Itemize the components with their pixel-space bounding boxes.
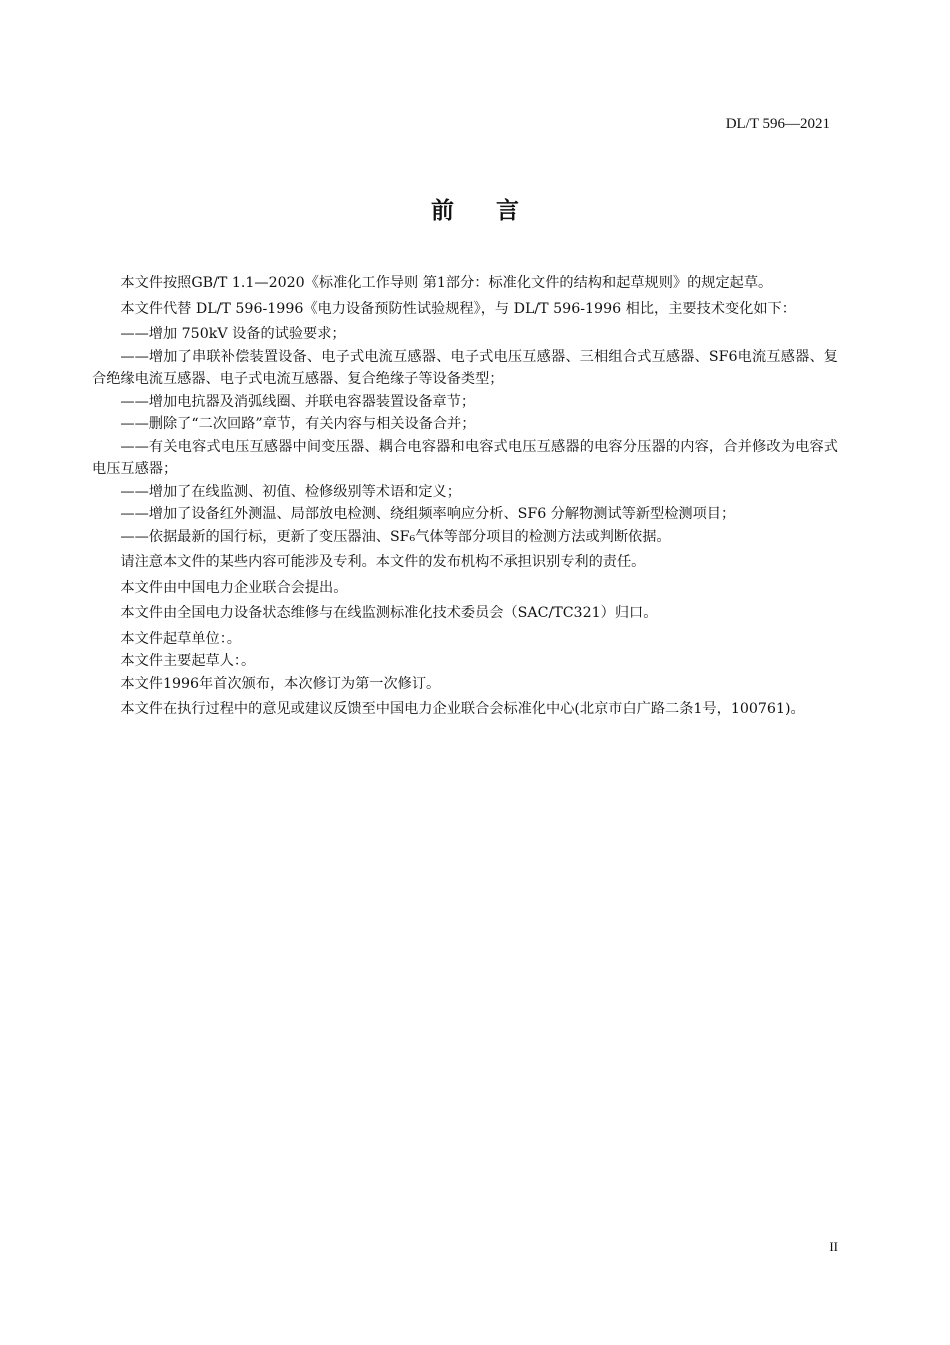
section-title: 前言 [431,198,561,224]
paragraph-feedback: 本文件在执行过程中的意见或建议反馈至中国电力企业联合会标准化中心(北京市白广路二条1号，100761)。 [120,701,805,717]
paragraph-drafting-units: 本文件起草单位：。 [120,630,241,647]
change-item-reactor-chapters: ——增加电抗器及消弧线圈、并联电容器装置设备章节； [120,393,476,410]
change-item-new-tests: ——增加了设备红外测温、局部放电检测、绕组频率响应分析、SF6 分解物测试等新型检测项目； [120,506,736,522]
change-item-secondary-circuit: ——删除了“二次回路”章节，有关内容与相关设备合并； [120,416,476,432]
paragraph-revision-history: 本文件1996年首次颁布，本次修订为第一次修订。 [120,675,441,692]
change-item-updated-methods: ——依据最新的国行标，更新了变压器油、SF₆气体等部分项目的检测方法或判断依据。 [120,528,671,545]
foreword-body [92,272,838,721]
paragraph-proposer: 本文件由中国电力企业联合会提出。 [120,579,348,596]
change-item-terms: ——增加了在线监测、初值、检修级别等术语和定义； [120,483,461,500]
paragraph-drafters: 本文件主要起草人：。 [120,653,256,669]
change-item-equipment-types: ——增加了串联补偿装置设备、电子式电流互感器、电子式电压互感器、三相组合式互感器、SF6电流互感器、复合绝缘电流互感器、电子式电流互感器、复合绝缘子等设备类型； [92,348,838,387]
paragraph-replacement: 本文件代替 DL/T 596-1996《电力设备预防性试验规程》，与 DL/T 596-1996 相比，主要技术变化如下： [120,300,796,317]
page-number: II [829,1239,838,1254]
paragraph-technical-committee: 本文件由全国电力设备状态维修与在线监测标准化技术委员会（SAC/TC321）归口。 [120,605,658,621]
change-item-cvt-merge: ——有关电容式电压互感器中间变压器、耦合电容器和电容式电压互感器的电容分压器的内容，合并修改为电容式电压互感器； [92,438,838,477]
change-item-750kv: ——增加 750kV 设备的试验要求； [120,326,346,342]
paragraph-patent-notice: 请注意本文件的某些内容可能涉及专利。本文件的发布机构不承担识别专利的责任。 [120,554,646,570]
paragraph-drafting-rules: 本文件按照GB/T 1.1—2020《标准化工作导则 第1部分：标准化文件的结构和起草规则》的规定起草。 [120,275,773,291]
document-code: DL/T 596—2021 [725,116,830,132]
